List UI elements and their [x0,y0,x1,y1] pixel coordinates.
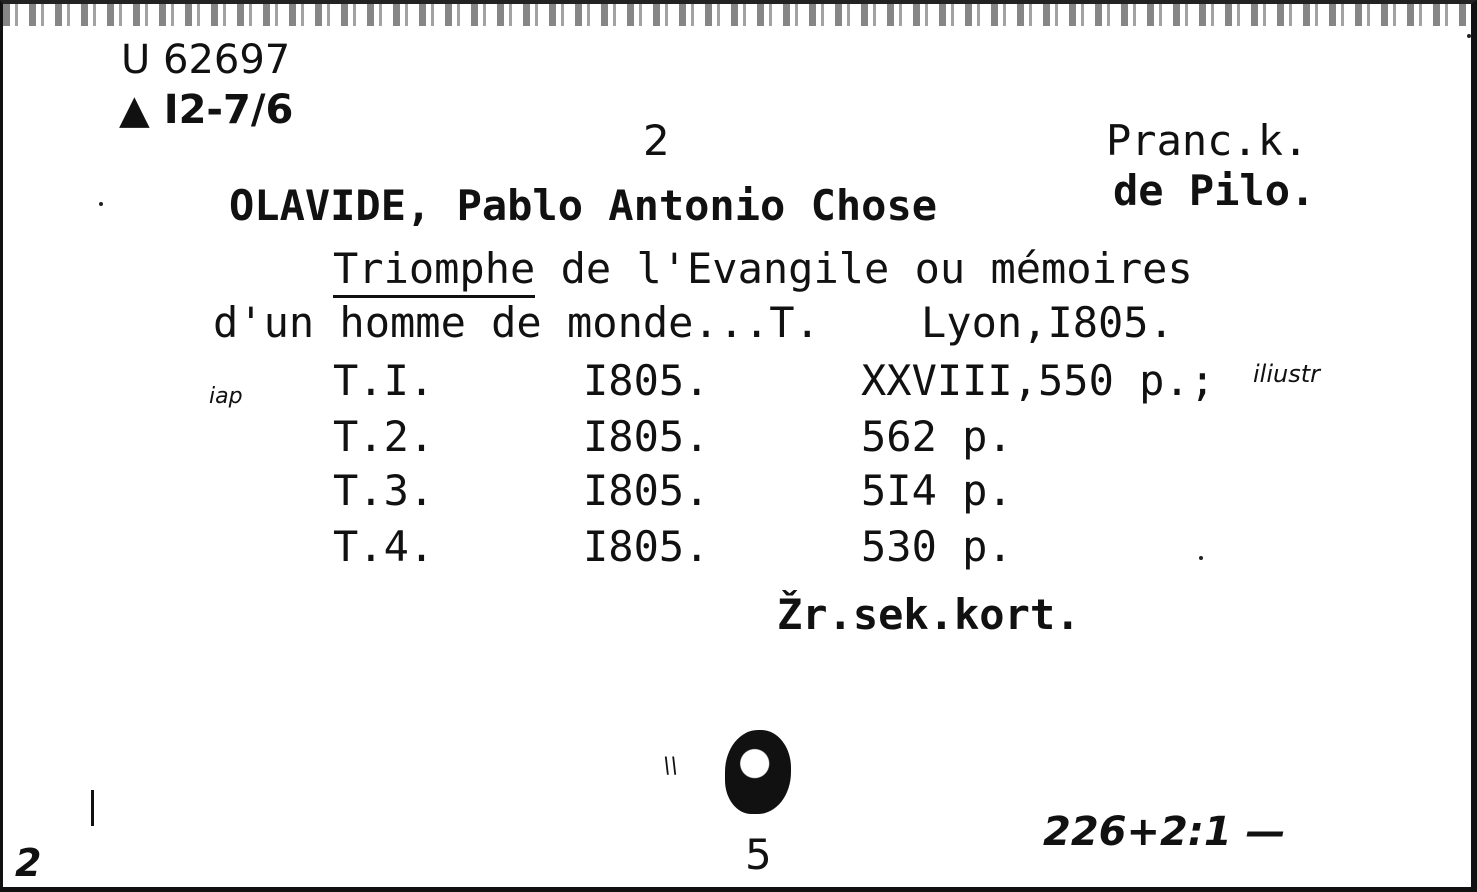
margin-note: iap [209,384,243,409]
pencil-tick [91,790,94,826]
volume-pages: 5I4 p. [861,466,1013,515]
heading-author: OLAVIDE, Pablo Antonio Chose [229,181,938,230]
bottom-number: 5 [745,830,772,879]
accession-number: U 62697 [121,37,291,83]
corner-mark: 2 [15,841,42,885]
volume-label: T.3. [333,466,435,515]
volume-year: I805. [583,522,710,571]
volume-pages: 562 p. [861,412,1013,461]
title-rest: de l'Evangile ou mémoires [535,244,1193,293]
copy-count: 2 [643,116,670,165]
title-lead: Triomphe [333,244,535,298]
volume-label: T.I. [333,356,435,405]
volume-label: T.4. [333,522,435,571]
speck [99,202,103,206]
volume-note: iliustr [1253,360,1320,388]
language-note: Pranc.k. [1106,116,1309,165]
stamp-mark: \\ [663,754,678,779]
volume-pages: 530 p. [861,522,1013,571]
volume-label: T.2. [333,412,435,461]
volume-year: I805. [583,412,710,461]
volume-pages: XXVIII,550 p.; [861,356,1216,405]
shelfmark: ▲ I2-7/6 [119,87,294,133]
heading-author-suffix: de Pilo. [1113,166,1316,215]
tally-note: 226+2:1 — [1043,809,1286,855]
location-note: Žr.sek.kort. [777,590,1081,639]
title-line-1 [333,244,1193,293]
speck [1199,556,1203,560]
title-line-2: d'un homme de monde...T. Lyon,I805. [213,298,1174,347]
punch-hole [725,730,791,814]
volume-year: I805. [583,356,710,405]
speck [1467,34,1471,38]
volume-year: I805. [583,466,710,515]
card-top-edge [3,4,1471,26]
